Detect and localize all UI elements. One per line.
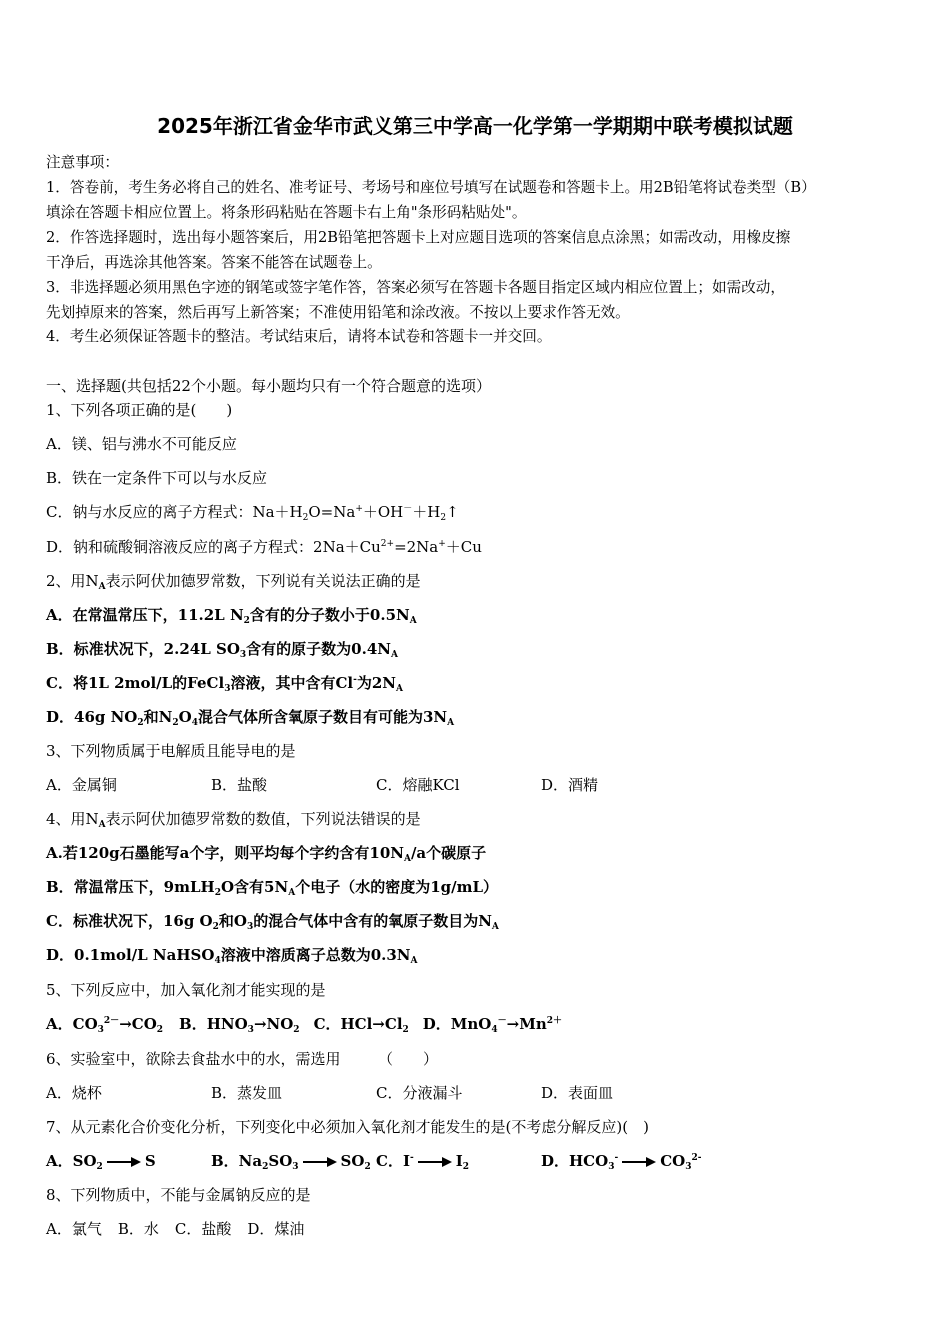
q5-option-a: A．$CO_3^{2-}\to CO_2$ xyxy=(46,1015,164,1035)
notice-line-1: 1．答卷前，考生务必将自己的姓名、准考证号、考场号和座位号填写在试题卷和答题卡上。用2B铅笔将试卷类型（B） xyxy=(46,179,816,196)
q2-option-a: A．在常温常压下，11.2L $N_2$含有的分子数小于$0.5N_A$ xyxy=(46,606,417,626)
q1-stem: 1、下列各项正确的是( ) xyxy=(46,401,233,419)
q7-option-a: A．$SO_2$ S xyxy=(46,1152,156,1172)
q3-option-a: A．金属铜 xyxy=(46,776,117,794)
notice-line-7: 4．考生必须保证答题卡的整洁。考试结束后，请将本试卷和答题卡一并交回。 xyxy=(46,328,552,345)
notice-line-3: 2．作答选择题时，选出每小题答案后，用2B铅笔把答题卡上对应题目选项的答案信息点涂黑；如需改动，用橡皮擦 xyxy=(46,229,791,246)
q4-option-d: D．0.1mol/L NaHSO$_4$溶液中溶质离子总数为$0.3N_A$ xyxy=(46,946,418,966)
q2-option-c: C．将1L 2mol/L的FeCl$_3$溶液，其中含有Cl-为$2N_A$ xyxy=(46,674,403,694)
q5-option-b: B．$HNO_3\to NO_2$ xyxy=(179,1015,300,1035)
reaction-arrow-icon xyxy=(303,1157,337,1167)
q3-stem: 3、下列物质属于电解质且能导电的是 xyxy=(46,742,296,760)
q3-option-c: C．熔融KCl xyxy=(376,776,460,794)
reaction-arrow-icon xyxy=(107,1157,141,1167)
q8-stem: 8、下列物质中，不能与金属钠反应的是 xyxy=(46,1186,311,1204)
q6-option-c: C．分液漏斗 xyxy=(376,1084,463,1102)
q7-stem: 7、从元素化合价变化分析，下列变化中必须加入氧化剂才能发生的是(不考虑分解反应)( ) xyxy=(46,1118,649,1136)
q6-stem: 6、实验室中，欲除去食盐水中的水，需选用 （ ） xyxy=(46,1050,439,1068)
notice-line-4: 干净后，再选涂其他答案。答案不能答在试题卷上。 xyxy=(46,254,382,271)
q4-stem: 4、用$N_A$表示阿伏加德罗常数的数值，下列说法错误的是 xyxy=(46,810,421,830)
q1-option-d: D．钠和硫酸铜溶液反应的离子方程式：$2Na+Cu^{2+}=2Na^++Cu$ xyxy=(46,538,482,556)
q2-option-d: D．46g $NO_2$和$N_2O_4$混合气体所含氧原子数目有可能为$3N_A$ xyxy=(46,708,455,728)
q1-option-c: C．钠与水反应的离子方程式：$Na+H_2O=Na^++OH^-+H_2↑$ xyxy=(46,503,459,523)
notice-header: 注意事项： xyxy=(46,154,119,171)
q2-stem: 2、用$N_A$表示阿伏加德罗常数，下列说有关说法正确的是 xyxy=(46,572,421,592)
q6-option-b: B．蒸发皿 xyxy=(211,1084,283,1102)
q6-option-a: A．烧杯 xyxy=(46,1084,102,1102)
q2-option-b: B．标准状况下，2.24L $SO_3$含有的原子数为$0.4N_A$ xyxy=(46,640,398,660)
q6-option-d: D．表面皿 xyxy=(541,1084,614,1102)
q1-option-a: A．镁、铝与沸水不可能反应 xyxy=(46,435,237,453)
section-heading: 一、选择题(共包括22个小题。每小题均只有一个符合题意的选项） xyxy=(46,377,491,395)
q3-option-d: D．酒精 xyxy=(541,776,599,794)
q7-option-d: D．$HCO_3^-$ $CO_3^{2-}$ xyxy=(541,1152,702,1172)
reaction-arrow-icon xyxy=(418,1157,452,1167)
q3-option-b: B．盐酸 xyxy=(211,776,268,794)
reaction-arrow-icon xyxy=(622,1157,656,1167)
q5-stem: 5、下列反应中，加入氧化剂才能实现的是 xyxy=(46,981,326,999)
q5-options xyxy=(46,1014,562,1034)
q4-option-a: A.若120g石墨能写a个字，则平均每个字约含有$10N_A/a$个碳原子 xyxy=(46,844,487,864)
q8-option-b: B．水 xyxy=(117,1220,159,1238)
notice-line-5: 3．非选择题必须用黑色字迹的钢笔或签字笔作答，答案必须写在答题卡各题目指定区域内相应位置上；如需改动， xyxy=(46,279,785,296)
notice-line-2: 填涂在答题卡相应位置上。将条形码粘贴在答题卡右上角"条形码粘贴处"。 xyxy=(46,204,527,221)
q4-option-c: C．标准状况下，16g $O_2$和$O_3$的混合气体中含有的氧原子数目为$N_A$ xyxy=(46,912,499,932)
page-title: 2025年浙江省金华市武义第三中学高一化学第一学期期中联考模拟试题 xyxy=(157,114,793,138)
q1-option-b: B．铁在一定条件下可以与水反应 xyxy=(46,469,268,487)
notice-line-6: 先划掉原来的答案，然后再写上新答案；不准使用铅笔和涂改液。不按以上要求作答无效。 xyxy=(46,304,630,321)
q8-option-c: C．盐酸 xyxy=(174,1220,232,1238)
q4-option-b: B．常温常压下，9mLH$_2$O含有$5N_A$个电子（水的密度为1g/mL） xyxy=(46,878,499,898)
q7-option-c: C．I- $I_2$ xyxy=(376,1152,470,1172)
q5-option-d: D．$MnO_4^-\to Mn^{2+}$ xyxy=(422,1015,562,1035)
q5-option-c: C．$HCl\to Cl_2$ xyxy=(313,1015,409,1035)
q8-options xyxy=(46,1219,304,1239)
q7-option-b: B．$Na_2SO_3$ $SO_2$ xyxy=(211,1152,371,1172)
q8-option-a: A．氯气 xyxy=(46,1220,102,1238)
q8-option-d: D．煤油 xyxy=(247,1220,305,1238)
